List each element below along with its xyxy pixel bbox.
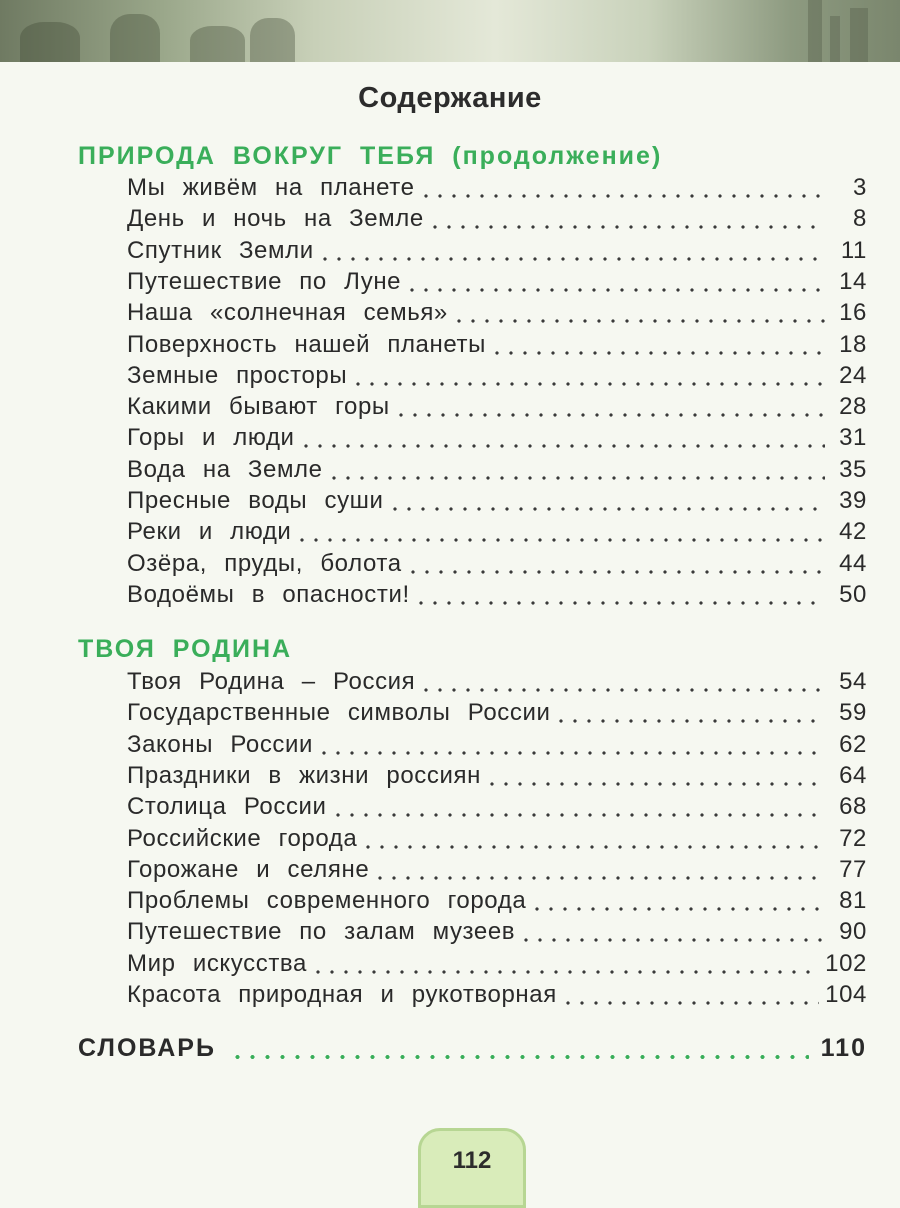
toc-entry-page: 39 — [839, 487, 867, 514]
toc-entry-title: Столица России — [127, 793, 327, 821]
dot-leader — [351, 381, 825, 387]
dot-leader — [406, 569, 825, 575]
page-number-tab — [418, 1128, 526, 1208]
toc-entry[interactable] — [127, 362, 867, 394]
dot-leader — [394, 412, 825, 418]
toc-entry-title: Водоёмы в опасности! — [127, 580, 410, 608]
dot-leader — [554, 718, 825, 724]
toc-entry-page: 104 — [825, 981, 867, 1008]
toc-entry-title: Поверхность нашей планеты — [127, 330, 486, 358]
dot-leader — [327, 475, 825, 481]
toc-entry-page: 28 — [839, 393, 867, 421]
dot-leader — [230, 1054, 809, 1060]
toc-entry[interactable] — [127, 825, 867, 857]
toc-entry-title: Спутник Земли — [127, 236, 314, 264]
toc-entry[interactable] — [127, 205, 867, 237]
toc-entry-page: 50 — [839, 580, 867, 608]
toc-entry-page: 102 — [825, 949, 867, 977]
toc-entry-title: Путешествие по Луне — [127, 267, 402, 295]
toc-entry-page: 24 — [839, 361, 867, 389]
dot-leader — [428, 224, 825, 230]
page-title: Содержание — [358, 82, 542, 114]
toc-entry-title: Проблемы современного города — [127, 887, 527, 915]
toc-entry[interactable] — [127, 731, 867, 763]
toc-entry-title: Наша «солнечная семья» — [127, 299, 448, 327]
toc-entry-title: Мир искусства — [127, 949, 307, 977]
dot-leader — [299, 443, 825, 449]
toc-entry[interactable] — [127, 237, 867, 269]
toc-entry-title: Путешествие по залам музеев — [127, 918, 516, 946]
toc-entry-page: 72 — [839, 824, 867, 852]
toc-entry-title: Праздники в жизни россиян — [127, 761, 481, 789]
toc-entry-page: 8 — [853, 205, 867, 233]
toc-entry-page: 54 — [839, 668, 867, 695]
toc-entry[interactable] — [127, 456, 867, 488]
toc-entry-title: Какими бывают горы — [127, 393, 390, 421]
toc-entry-title: Земные просторы — [127, 361, 348, 389]
toc-entry-title: Вода на Земле — [127, 455, 323, 483]
toc-entry[interactable] — [127, 174, 867, 206]
toc-entry-page: 18 — [839, 330, 867, 358]
dictionary-title: СЛОВАРЬ — [78, 1034, 216, 1062]
dot-leader — [490, 350, 825, 356]
toc-entry-page: 14 — [839, 267, 867, 295]
dot-leader — [419, 193, 825, 199]
toc-entry[interactable] — [127, 393, 867, 425]
toc-entry-page: 90 — [839, 918, 867, 946]
toc-entry-page: 16 — [839, 299, 867, 327]
dot-leader — [561, 1000, 819, 1006]
dot-leader — [485, 781, 825, 787]
toc-entry[interactable] — [127, 550, 867, 582]
dot-leader — [361, 844, 825, 850]
toc-entry[interactable] — [127, 856, 867, 888]
dot-leader — [414, 600, 825, 606]
section-heading: ПРИРОДА ВОКРУГ ТЕБЯ (продолжение) — [78, 142, 663, 170]
toc-entry-title: Государственные символы России — [127, 699, 551, 727]
toc-entry-page: 68 — [839, 793, 867, 821]
toc-entry[interactable] — [127, 699, 867, 731]
toc-entry[interactable] — [127, 424, 867, 456]
toc-entry[interactable] — [127, 668, 867, 700]
dot-leader — [318, 256, 825, 262]
toc-entry[interactable] — [127, 950, 867, 982]
toc-entry-title: Горожане и селяне — [127, 855, 370, 883]
toc-entry[interactable] — [127, 793, 867, 825]
toc-entry-title: День и ночь на Земле — [127, 205, 424, 233]
dot-leader — [295, 537, 825, 543]
page-number: 112 — [452, 1147, 492, 1174]
toc-entry-page: 81 — [839, 887, 867, 915]
toc-entry-page: 64 — [839, 761, 867, 789]
dot-leader — [519, 937, 825, 943]
toc-entry[interactable] — [127, 299, 867, 331]
toc-entry-title: Законы России — [127, 730, 314, 758]
toc-entry-page: 11 — [840, 236, 867, 264]
dot-leader — [311, 969, 819, 975]
dot-leader — [405, 287, 825, 293]
toc-entry[interactable] — [127, 981, 867, 1013]
toc-entry[interactable] — [127, 581, 867, 613]
toc-entry-title: Пресные воды суши — [127, 487, 384, 514]
toc-entry[interactable] — [127, 762, 867, 794]
dot-leader — [452, 318, 825, 324]
toc-entry-title: Твоя Родина – Россия — [127, 668, 416, 695]
section-heading: ТВОЯ РОДИНА — [78, 635, 293, 663]
toc-entry[interactable] — [127, 268, 867, 300]
toc-entry-title: Мы живём на планете — [127, 174, 415, 201]
toc-entry-title: Реки и люди — [127, 518, 292, 546]
toc-entry[interactable] — [127, 918, 867, 950]
toc-entry[interactable] — [127, 887, 867, 919]
toc-entry-title: Красота природная и рукотворная — [127, 981, 557, 1008]
toc-entry-page: 31 — [839, 424, 867, 452]
toc-entry-title: Озёра, пруды, болота — [127, 549, 402, 577]
toc-entry-page: 3 — [853, 174, 867, 201]
toc-entry-page: 44 — [839, 549, 867, 577]
toc-entry-page: 42 — [839, 518, 867, 546]
dot-leader — [388, 506, 825, 512]
dot-leader — [373, 875, 825, 881]
toc-entry-page: 59 — [839, 699, 867, 727]
toc-entry-title: Российские города — [127, 824, 358, 852]
dot-leader — [419, 687, 825, 693]
toc-entry-title: Горы и люди — [127, 424, 295, 452]
dot-leader — [530, 906, 825, 912]
toc-entry[interactable] — [127, 331, 867, 363]
toc-entry-page: 35 — [839, 455, 867, 483]
toc-dictionary-entry[interactable] — [78, 1034, 867, 1068]
header-photo-strip — [0, 0, 900, 62]
dot-leader — [331, 812, 825, 818]
dictionary-page: 110 — [820, 1034, 867, 1062]
dot-leader — [317, 750, 825, 756]
toc-entry-page: 62 — [839, 730, 867, 758]
toc-entry[interactable] — [127, 518, 867, 550]
toc-entry-page: 77 — [839, 855, 867, 883]
toc-entry[interactable] — [127, 487, 867, 519]
